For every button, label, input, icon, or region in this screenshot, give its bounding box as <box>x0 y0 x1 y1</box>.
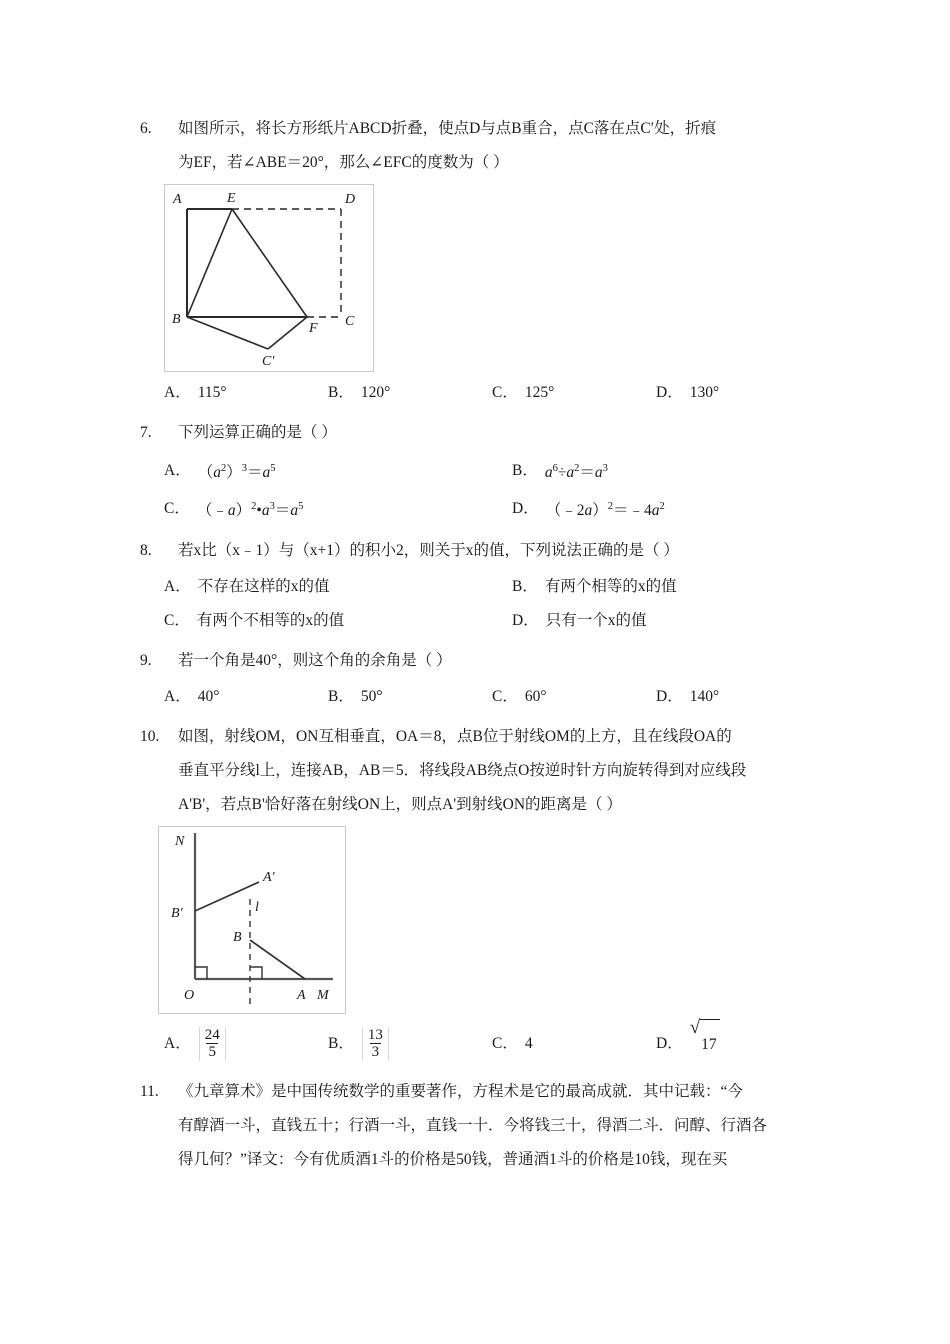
question-6-text-line-2: 为EF，若∠ABE＝20°，那么∠EFC的度数为（ ） <box>178 154 509 171</box>
question-6-line-2 <box>140 146 812 180</box>
question-6-number: 6. <box>140 120 152 137</box>
figure-folded-rectangle-abcd <box>164 184 374 372</box>
question-11-text-line-3: 得几何？”译文：今有优质酒1斗的价格是50钱，普通酒1斗的价格是10钱，现在买 <box>178 1151 728 1169</box>
question-7-line-1 <box>140 416 812 450</box>
page-content <box>140 112 812 1183</box>
question-10-option-b[interactable]: B． $\frac{13}{3}$ <box>328 1018 492 1069</box>
question-9 <box>140 644 812 714</box>
question-9-option-d[interactable]: D． 140° <box>656 688 720 706</box>
question-11-line-3 <box>140 1143 812 1177</box>
question-9-number: 9. <box>140 652 152 670</box>
question-6-option-c[interactable]: C． 125° <box>492 384 555 401</box>
vertex-label-a-prime: A′ <box>263 870 275 886</box>
vertex-label-c-prime: C' <box>262 354 275 369</box>
figure-rotated-segment-om-on <box>158 826 346 1014</box>
question-8-line-1 <box>140 534 812 568</box>
square-root-17: √ 17 <box>690 1018 720 1069</box>
question-7-number: 7. <box>140 424 152 441</box>
vertex-label-f: F <box>309 321 318 336</box>
question-11-text-line-1: 《九章算术》是中国传统数学的重要著作，方程术是它的最高成就．其中记载：“今 <box>178 1083 743 1101</box>
question-7 <box>140 416 812 528</box>
question-7-option-c[interactable]: C． $(﹣a)^2•a^3=a^5$ <box>164 490 512 528</box>
question-9-option-c[interactable]: C． 60° <box>492 688 547 706</box>
figure-6-svg <box>165 185 371 369</box>
question-9-options <box>140 680 812 714</box>
question-7-options <box>140 452 812 528</box>
fraction-13-over-3: $\frac{13}{3}$ <box>362 1027 389 1060</box>
vertex-label-m: M <box>317 988 329 1004</box>
question-7-option-a[interactable]: A． $(a^2)^3=a^5$ <box>164 452 512 490</box>
vertex-label-o: O <box>184 988 195 1004</box>
question-10-option-row <box>140 1018 812 1069</box>
question-6-option-b[interactable]: B． 120° <box>328 384 391 401</box>
question-7-option-a-text: $(a^2)^3=a^5$ <box>197 463 276 482</box>
question-10-line-1 <box>140 720 812 754</box>
vertex-label-c: C <box>345 314 355 329</box>
question-8-option-row-2 <box>140 604 812 638</box>
vertex-label-a: A <box>173 192 182 207</box>
question-8-options <box>140 570 812 638</box>
question-10-number: 10. <box>140 728 160 746</box>
radical-sign-icon: √ <box>689 1017 701 1039</box>
question-11-number: 11. <box>140 1083 159 1101</box>
vertex-label-b: B <box>233 930 242 946</box>
question-7-option-d-text: $(﹣2a)^2=﹣4a^2$ <box>545 501 665 520</box>
vertex-label-a: A <box>297 988 306 1004</box>
question-8-option-d[interactable]: D． 只有一个x的值 <box>512 612 647 630</box>
vertex-label-b: B <box>172 312 181 327</box>
question-10-line-2 <box>140 754 812 788</box>
question-9-option-a[interactable]: A． 40° <box>164 688 220 706</box>
figure-10-svg <box>159 827 343 1011</box>
question-7-option-b-text: $a^6\div a^2=a^3$ <box>544 463 608 482</box>
vertex-label-b-prime: B′ <box>171 906 183 922</box>
question-11-text-line-2: 有醇酒一斗，直钱五十；行酒一斗，直钱一十．今将钱三十，得酒二斗．问醇、行酒各 <box>178 1117 768 1135</box>
question-10-option-c[interactable]: C． 4 <box>492 1034 533 1052</box>
question-6-option-a[interactable]: A． 115° <box>164 384 227 401</box>
question-10-options <box>140 1018 812 1069</box>
question-11-line-2 <box>140 1109 812 1143</box>
line-label-l: l <box>255 900 259 916</box>
question-8-text-line-1: 若x比（x﹣1）与（x+1）的积小2，则关于x的值，下列说法正确的是（ ） <box>178 542 679 560</box>
question-10-line-3 <box>140 788 812 822</box>
question-8 <box>140 534 812 638</box>
question-10-text-line-1: 如图，射线OM，ON互相垂直，OA＝8，点B位于射线OM的上方，且在线段OA的 <box>178 728 732 746</box>
question-7-option-c-text: $(﹣a)^2•a^3=a^5$ <box>196 501 304 520</box>
question-9-text-line-1: 若一个角是40°，则这个角的余角是（ ） <box>178 652 452 670</box>
vertex-label-n: N <box>175 834 185 850</box>
question-9-line-1 <box>140 644 812 678</box>
question-6-text-line-1: 如图所示，将长方形纸片ABCD折叠，使点D与点B重合，点C落在点C′处，折痕 <box>178 120 717 137</box>
question-6-option-row <box>140 376 812 410</box>
question-7-option-row-1 <box>140 452 812 490</box>
question-7-option-d[interactable]: D． $(﹣2a)^2=﹣4a^2$ <box>512 490 665 528</box>
question-8-option-b[interactable]: B． 有两个相等的x的值 <box>512 578 677 596</box>
question-8-number: 8. <box>140 542 152 560</box>
question-6 <box>140 112 812 410</box>
question-7-text-line-1: 下列运算正确的是（ ） <box>178 424 337 441</box>
question-8-option-row-1 <box>140 570 812 604</box>
question-7-option-b[interactable]: B． $a^6\div a^2=a^3$ <box>512 452 608 490</box>
question-8-option-a[interactable]: A． 不存在这样的x的值 <box>164 578 330 596</box>
vertex-label-d: D <box>345 192 356 207</box>
question-6-line-1 <box>140 112 812 146</box>
question-11-line-1 <box>140 1075 812 1109</box>
question-7-option-row-2 <box>140 490 812 528</box>
vertex-label-e: E <box>227 191 236 206</box>
question-9-option-b[interactable]: B． 50° <box>328 688 383 706</box>
question-8-option-c[interactable]: C． 有两个不相等的x的值 <box>164 612 345 630</box>
question-9-option-row <box>140 680 812 714</box>
question-10 <box>140 720 812 1069</box>
question-10-option-a[interactable]: A． $\frac{24}{5}$ <box>164 1018 328 1069</box>
fraction-24-over-5: $\frac{24}{5}$ <box>199 1027 226 1060</box>
question-10-option-d[interactable]: D． √ 17 <box>656 1018 820 1069</box>
question-10-text-line-3: A'B'，若点B'恰好落在射线ON上，则点A'到射线ON的距离是（ ） <box>178 796 622 814</box>
question-11 <box>140 1075 812 1177</box>
question-6-option-d[interactable]: D． 130° <box>656 384 720 401</box>
question-10-text-line-2: 垂直平分线l上，连接AB，AB＝5．将线段AB绕点O按逆时针方向旋转得到对应线段 <box>178 762 747 780</box>
question-6-options <box>140 376 812 410</box>
